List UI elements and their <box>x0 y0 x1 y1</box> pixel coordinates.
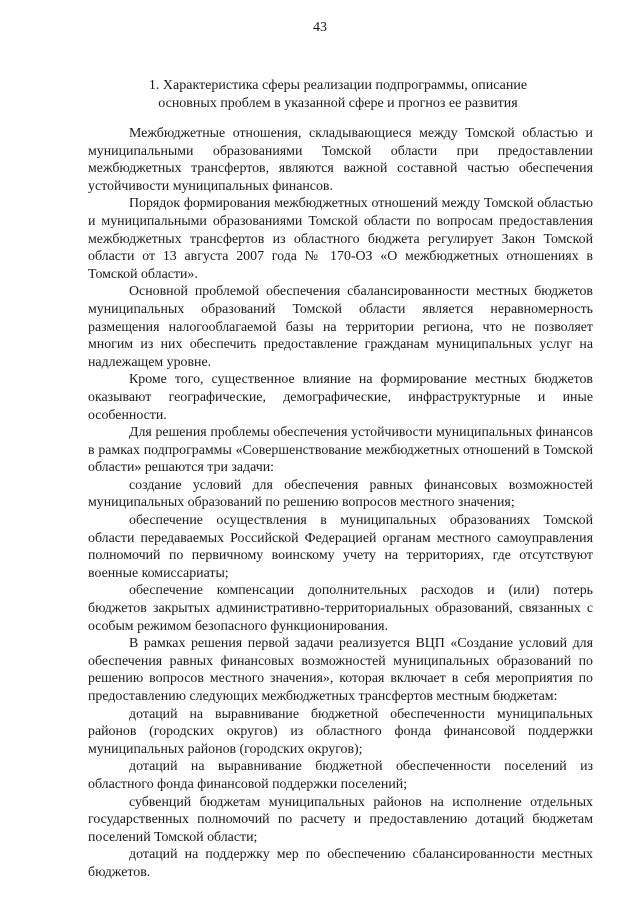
section-heading-line-1: 1. Характеристика сферы реализации подпрограммы, описание <box>148 78 528 93</box>
paragraph: Порядок формирования межбюджетных отношений между Томской областью и муниципальными образованиями Томской области по вопросам предоставления межбюджетных трансфертов из областного бюджета регулирует Закон Томской области от 13 августа 2007 года № 170-ОЗ «О межбюджетных отношениях в Томской области». <box>88 196 593 282</box>
list-item-paragraph: обеспечение компенсации дополнительных расходов и (или) потерь бюджетов закрытых административно-территориальных образований, связанных с особым режимом безопасного функционирования. <box>88 583 593 634</box>
list-item-paragraph: дотаций на выравнивание бюджетной обеспеченности муниципальных районов (городских округов) из областного фонда финансовой поддержки муниципальных районов (городских округов); <box>88 706 593 757</box>
paragraph: Кроме того, существенное влияние на формирование местных бюджетов оказывают географические, демографические, инфраструктурные и иные особенности. <box>88 372 593 423</box>
list-item-paragraph: дотаций на выравнивание бюджетной обеспеченности поселений из областного фонда финансовой поддержки поселений; <box>88 759 593 792</box>
list-item-paragraph: дотаций на поддержку мер по обеспечению сбалансированности местных бюджетов. <box>88 847 593 880</box>
section-heading-line-2: основных проблем в указанной сфере и прогноз ее развития <box>158 95 518 111</box>
list-item-paragraph: создание условий для обеспечения равных финансовых возможностей муниципальных образований по решению вопросов местного значения; <box>88 477 593 511</box>
list-item-paragraph: обеспечение осуществления в муниципальных образованиях Томской области передаваемых Российской Федерацией органам местного самоуправления полномочий по первичному воинскому учету на территориях, где отсутствуют военные комиссариаты; <box>88 513 593 581</box>
paragraph: Для решения проблемы обеспечения устойчивости муниципальных финансов в рамках подпрограммы «Совершенствование межбюджетных отношений в Томской области» решаются три задачи: <box>88 425 593 476</box>
paragraph: Основной проблемой обеспечения сбалансированности местных бюджетов муниципальных образований Томской области является неравномерность размещения налогооблагаемой базы на территории региона, что не позволяет многим из них обеспечить предоставление гражданам муниципальных услуг на надлежащем уровне. <box>88 284 593 370</box>
paragraph: В рамках решения первой задачи реализуется ВЦП «Создание условий для обеспечения равных финансовых возможностей муниципальных образований по решению вопросов местного значения», которая включает в себя мероприятия по предоставлению следующих межбюджетных трансфертов местным бюджетам: <box>88 636 593 704</box>
body-text <box>88 125 593 882</box>
section-heading <box>88 77 588 112</box>
paragraph: Межбюджетные отношения, складывающиеся между Томской областью и муниципальными образованиями Томской области при предоставлении межбюджетных трансфертов, являются важной составной частью обеспечения устойчивости муниципальных финансов. <box>88 126 593 194</box>
list-item-paragraph: субвенций бюджетам муниципальных районов на исполнение отдельных государственных полномочий по расчету и предоставлению дотаций бюджетам поселений Томской области; <box>88 794 593 845</box>
page-number: 43 <box>313 20 327 35</box>
